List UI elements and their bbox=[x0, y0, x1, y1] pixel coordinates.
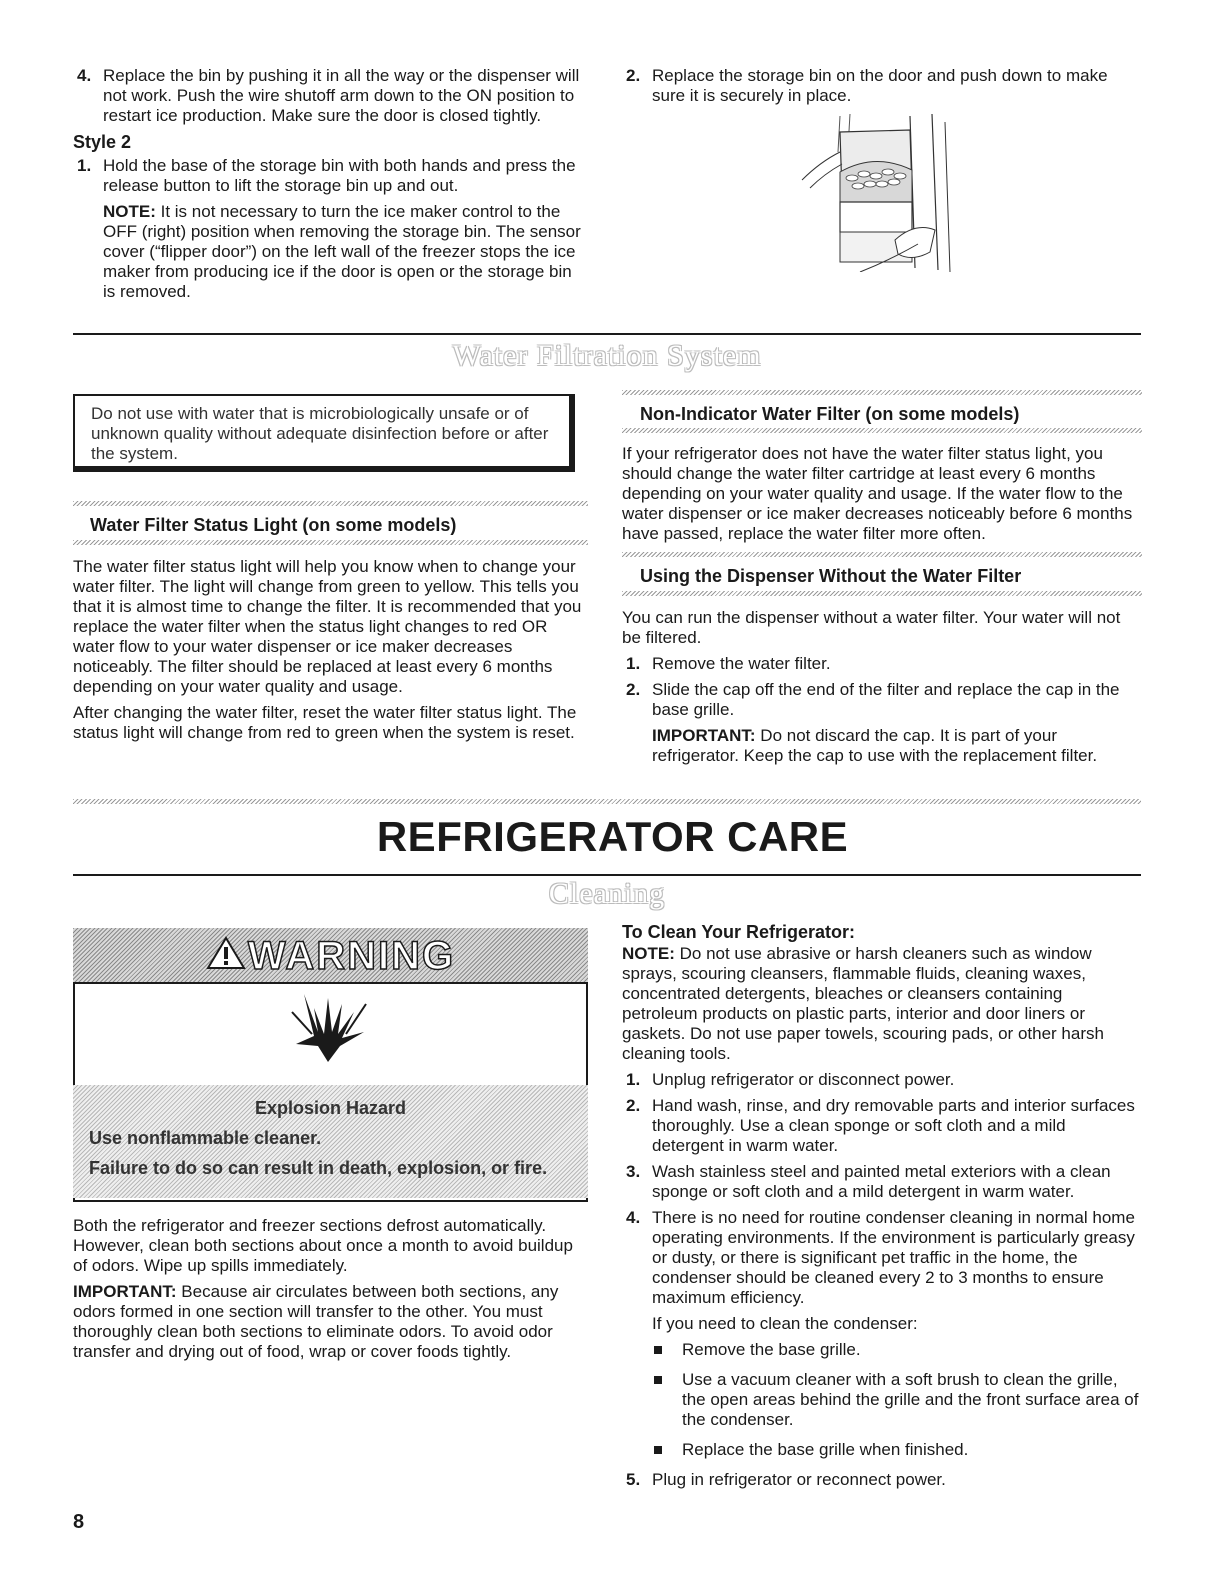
status-paragraph-1: The water filter status light will help you know when to change your water filter. The light will change from green to yellow. This tells you that it is almost time to change the filter. It is recommended that you replace the water filter when the status light changes to red OR water flow to your water dispenser or ice maker decreases noticeably. The filter should be replaced at least every 6 months depending on your water quality and usage. bbox=[73, 557, 582, 696]
step-text: Replace the storage bin on the door and push down to make sure it is securely in place. bbox=[652, 66, 1108, 105]
important-text: Because air circulates between both sections, any odors formed in one section will transfer to the other. You must thoroughly clean both sections to eliminate odors. To avoid odor transfer and drying out of food, wrap or cover foods tightly. bbox=[73, 1282, 559, 1361]
divider bbox=[73, 333, 1141, 335]
note-paragraph bbox=[73, 202, 588, 302]
step-number: 2. bbox=[626, 1096, 641, 1115]
caution-text: Do not use with water that is microbiologically unsafe or of unknown quality without adequate disinfection before or after the system. bbox=[91, 404, 549, 463]
warning-triangle-icon bbox=[206, 936, 246, 975]
condenser-intro: If you need to clean the condenser: bbox=[652, 1314, 918, 1333]
non-indicator-text: If your refrigerator does not have the water filter status light, you should change the water filter cartridge at least every 6 months depending on your water quality and usage. If the water flow to the water dispenser or ice maker decreases noticeably before 6 months have passed, replace the water filter more often. bbox=[622, 444, 1133, 543]
divider bbox=[73, 874, 1141, 876]
non-indicator-heading: Non-Indicator Water Filter (on some models) bbox=[640, 404, 1020, 424]
page-number: 8 bbox=[73, 1511, 85, 1533]
important-paragraph bbox=[73, 1282, 588, 1362]
hatch-rule bbox=[622, 428, 1142, 433]
status-paragraph-2: After changing the water filter, reset the water filter status light. The status light will change from red to green when the system is reset. bbox=[73, 703, 577, 742]
step-number: 4. bbox=[77, 66, 92, 85]
note-text: Do not use abrasive or harsh cleaners such as window sprays, scouring cleansers, flammable fluids, cleaning waxes, concentrated detergents, bleaches or cleansers containing petroleum products on plastic parts, interior and door liners or gaskets. Do not use paper towels, scouring pads, or other harsh cleaning tools. bbox=[622, 944, 1104, 1063]
warning-header bbox=[73, 928, 588, 983]
note-label: NOTE: bbox=[622, 944, 675, 963]
storage-bin-illustration bbox=[800, 112, 970, 272]
top-left-column bbox=[73, 66, 588, 302]
clean-step-5 bbox=[622, 1470, 1140, 1490]
important-label: IMPORTANT: bbox=[652, 726, 756, 745]
step-number: 1. bbox=[626, 1070, 641, 1089]
important-paragraph bbox=[622, 726, 1137, 766]
bullet-text: Replace the base grille when finished. bbox=[682, 1440, 969, 1459]
warning-header-rule bbox=[73, 982, 588, 984]
wf-step-1 bbox=[622, 654, 1137, 674]
step-number: 4. bbox=[626, 1208, 641, 1227]
step-text: There is no need for routine condenser cleaning in normal home operating environments. If the environment is particularly greasy or dusty, or there is significant pet traffic in the home, the condenser should be cleaned every 2 to 3 months to ensure maximum efficiency. bbox=[652, 1208, 1135, 1307]
without-filter-body bbox=[622, 608, 1137, 766]
top-right-column bbox=[622, 66, 1142, 112]
step-text: Hand wash, rinse, and dry removable parts and interior surfaces thoroughly. Use a clean sponge or soft cloth and a mild detergent in warm water. bbox=[652, 1096, 1135, 1155]
cleaning-title: Cleaning bbox=[548, 877, 666, 910]
wf-step-2 bbox=[622, 680, 1137, 720]
status-light-heading: Water Filter Status Light (on some models) bbox=[90, 515, 457, 535]
caution-box bbox=[73, 394, 575, 472]
clean-step-2 bbox=[622, 1096, 1140, 1156]
to-clean-column bbox=[622, 922, 1140, 1496]
hatch-rule bbox=[73, 501, 588, 506]
important-label: IMPORTANT: bbox=[73, 1282, 177, 1301]
hazard-line-2: Failure to do so can result in death, explosion, or fire. bbox=[89, 1158, 548, 1178]
step-text: Plug in refrigerator or reconnect power. bbox=[652, 1470, 946, 1489]
bullet-text: Use a vacuum cleaner with a soft brush to clean the grille, the open areas behind the grille and the front surface area of the condenser. bbox=[682, 1370, 1139, 1429]
step-number: 2. bbox=[626, 66, 641, 85]
defrost-body bbox=[73, 1216, 588, 1362]
bullet-square-icon bbox=[654, 1446, 662, 1454]
condenser-bullet bbox=[622, 1440, 1140, 1460]
without-filter-heading: Using the Dispenser Without the Water Filter bbox=[640, 566, 1022, 586]
bullet-square-icon bbox=[654, 1376, 662, 1384]
step-number: 1. bbox=[77, 156, 92, 175]
warning-text bbox=[73, 1098, 588, 1178]
explosion-icon bbox=[284, 990, 374, 1070]
hatch-rule bbox=[622, 390, 1142, 395]
condenser-bullet bbox=[622, 1370, 1140, 1430]
to-clean-heading: To Clean Your Refrigerator: bbox=[622, 922, 856, 942]
status-light-body bbox=[73, 557, 588, 743]
note-text: It is not necessary to turn the ice maker control to the OFF (right) position when removing the storage bin. The sensor cover (“flipper door”) on the left wall of the freezer stops the ice maker from producing ice if the door is open or the storage bin is removed. bbox=[103, 202, 581, 301]
condenser-bullet bbox=[622, 1340, 1140, 1360]
hatch-rule bbox=[622, 552, 1142, 557]
style2-heading: Style 2 bbox=[73, 132, 132, 152]
without-filter-intro: You can run the dispenser without a water filter. Your water will not be filtered. bbox=[622, 608, 1121, 647]
hazard-line-1: Use nonflammable cleaner. bbox=[89, 1128, 322, 1148]
clean-step-1 bbox=[622, 1070, 1140, 1090]
clean-step-4 bbox=[622, 1208, 1140, 1334]
bullet-text: Remove the base grille. bbox=[682, 1340, 861, 1359]
warning-title: WARNING bbox=[247, 933, 456, 978]
step-number: 5. bbox=[626, 1470, 641, 1489]
water-filtration-title: Water Filtration System bbox=[452, 339, 762, 372]
step-number: 2. bbox=[626, 680, 641, 699]
step-text: Slide the cap off the end of the filter and replace the cap in the base grille. bbox=[652, 680, 1120, 719]
step-4 bbox=[73, 66, 588, 126]
hatch-rule bbox=[622, 591, 1142, 596]
step-number: 3. bbox=[626, 1162, 641, 1181]
step-1 bbox=[73, 156, 588, 196]
step-number: 1. bbox=[626, 654, 641, 673]
hatch-rule bbox=[73, 540, 588, 545]
step-text: Unplug refrigerator or disconnect power. bbox=[652, 1070, 955, 1089]
defrost-paragraph: Both the refrigerator and freezer sections defrost automatically. However, clean both sections about once a month to avoid buildup of odors. Wipe up spills immediately. bbox=[73, 1216, 573, 1275]
clean-step-3 bbox=[622, 1162, 1140, 1202]
step-text: Replace the bin by pushing it in all the way or the dispenser will not work. Push the wire shutoff arm down to the ON position to restart ice production. Make sure the door is closed tightly. bbox=[103, 66, 580, 125]
bullet-square-icon bbox=[654, 1346, 662, 1354]
note-paragraph bbox=[622, 944, 1140, 1064]
refrigerator-care-title: REFRIGERATOR CARE bbox=[376, 813, 849, 860]
note-label: NOTE: bbox=[103, 202, 156, 221]
step-text: Remove the water filter. bbox=[652, 654, 831, 673]
step-text: Hold the base of the storage bin with both hands and press the release button to lift the storage bin up and out. bbox=[103, 156, 576, 195]
step-text: Wash stainless steel and painted metal exteriors with a clean sponge or soft cloth and a mild detergent in warm water. bbox=[652, 1162, 1111, 1201]
important-text: Do not discard the cap. It is part of your refrigerator. Keep the cap to use with the replacement filter. bbox=[652, 726, 1098, 765]
hazard-title: Explosion Hazard bbox=[254, 1098, 407, 1118]
hatch-rule bbox=[73, 799, 1141, 804]
step-2 bbox=[622, 66, 1142, 106]
